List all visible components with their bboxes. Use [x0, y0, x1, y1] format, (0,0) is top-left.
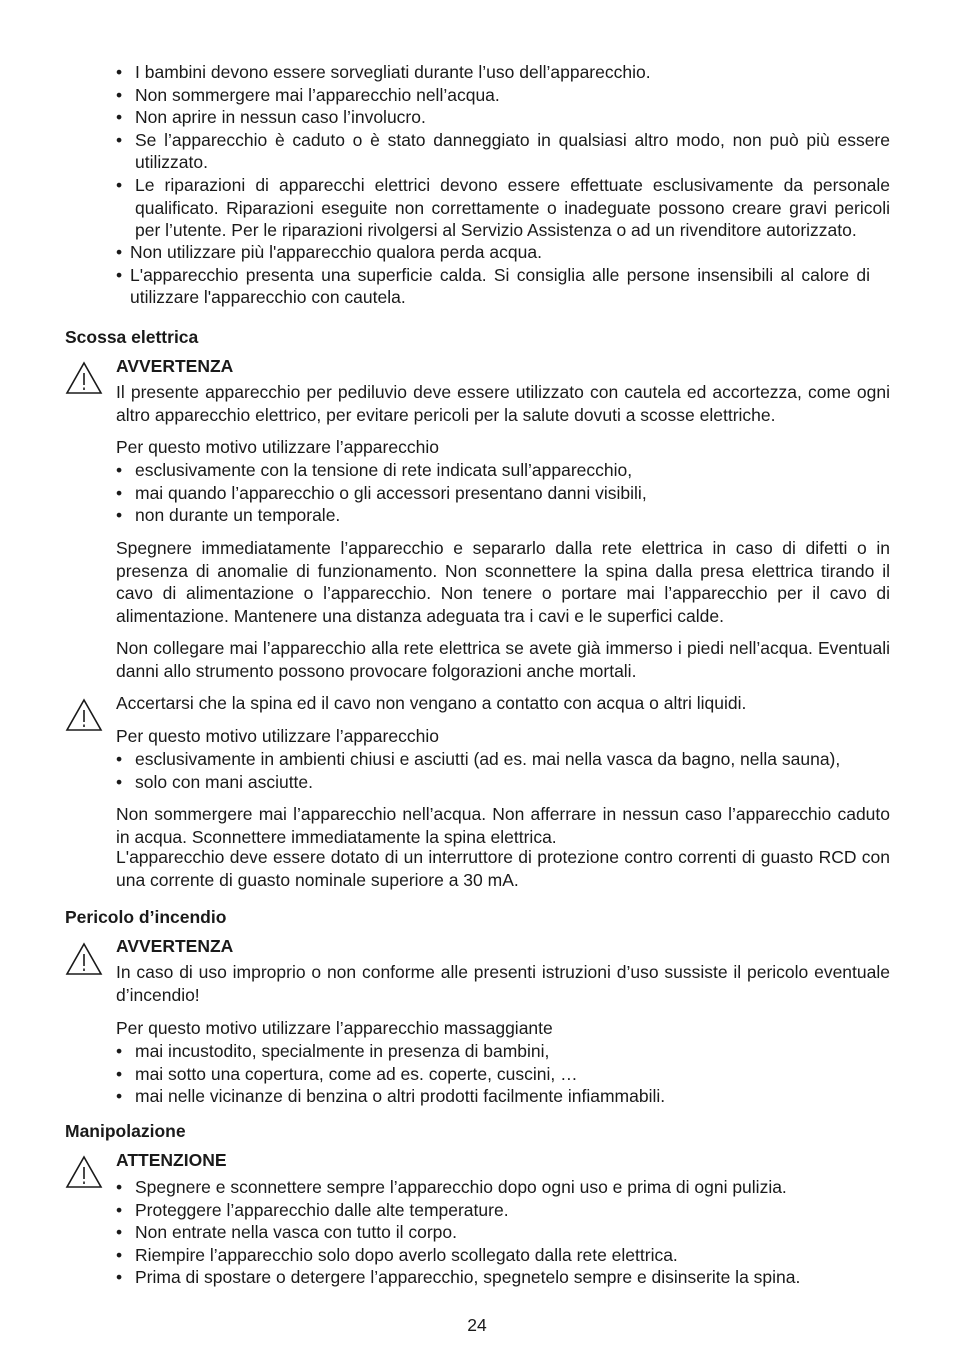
list-item: • esclusivamente in ambienti chiusi e asciutti (ad es. mai nella vasca da bagno, nella sauna),	[116, 749, 841, 769]
list-item: • mai quando l’apparecchio o gli accessori presentano danni visibili,	[116, 482, 647, 503]
safety-list-extra	[116, 241, 890, 309]
list-item: • Non utilizzare più l'apparecchio qualora perda acqua.	[116, 242, 542, 262]
list-item: • Prima di spostare o detergere l’apparecchio, spegnetelo sempre e disinserite la spina.	[116, 1267, 801, 1288]
list-item: • mai sotto una copertura, come ad es. coperte, cuscini, …	[116, 1063, 578, 1084]
shock-paragraph-2: Non collegare mai l’apparecchio alla rete elettrica se avete già immerso i piedi nell’acqua. Eventuali danni allo strumento possono provocare folgorazioni anche mortali.	[116, 638, 890, 681]
list-item: • I bambini devono essere sorvegliati durante l’uso dell’apparecchio.	[116, 62, 651, 82]
list-item: • solo con mani asciutte.	[116, 771, 314, 792]
warning-label-fire: AVVERTENZA	[116, 936, 234, 956]
warning-triangle-icon	[65, 361, 103, 395]
attention-label-handling: ATTENZIONE	[116, 1150, 227, 1170]
list-item: • mai nelle vicinanze di benzina o altri prodotti facilmente infiammabili.	[116, 1086, 666, 1107]
list-item: • Non entrate nella vasca con tutto il corpo.	[116, 1222, 457, 1243]
section-heading-shock: Scossa elettrica	[65, 327, 199, 347]
warning-triangle-icon	[65, 698, 103, 732]
section-heading-handling: Manipolazione	[65, 1121, 186, 1141]
warning-triangle-icon	[65, 942, 103, 976]
shock-paragraph-3: Non sommergere mai l’apparecchio nell’acqua. Non afferrare in nessun caso l’apparecchio caduto in acqua. Sconnettere immediatamente la spina elettrica.	[116, 804, 890, 847]
list-item: • Spegnere e sconnettere sempre l’apparecchio dopo ogni uso e prima di ogni pulizia.	[116, 1177, 787, 1197]
shock-warning-2: Accertarsi che la spina ed il cavo non vengano a contatto con acqua o altri liquidi.	[116, 693, 747, 713]
section-heading-fire: Pericolo d’incendio	[65, 907, 227, 927]
list-item: • L'apparecchio presenta una superficie calda. Si consiglia alle persone insensibili al calore di utilizzare l'apparecchio con cautela.	[116, 264, 870, 308]
safety-list	[116, 61, 890, 242]
list-item: • Riempire l’apparecchio solo dopo averlo scollegato dalla rete elettrica.	[116, 1244, 678, 1265]
list-item: • Se l’apparecchio è caduto o è stato danneggiato in qualsiasi altro modo, non può più essere utilizzato.	[116, 129, 890, 173]
list-item: • esclusivamente con la tensione di rete indicata sull’apparecchio,	[116, 460, 633, 480]
handling-list	[116, 1176, 890, 1289]
page-number: 24	[467, 1315, 487, 1335]
warning-label-shock: AVVERTENZA	[116, 356, 234, 376]
list-item: • Proteggere l’apparecchio dalle alte temperature.	[116, 1199, 509, 1220]
shock-use-list	[116, 459, 890, 527]
fire-use-lead: Per questo motivo utilizzare l’apparecchio massaggiante	[116, 1018, 553, 1038]
fire-intro: In caso di uso improprio o non conforme alle presenti istruzioni d’uso sussiste il pericolo eventuale d’incendio!	[116, 962, 890, 1005]
shock-use-lead-2: Per questo motivo utilizzare l’apparecchio	[116, 726, 439, 746]
shock-intro: Il presente apparecchio per pediluvio deve essere utilizzato con cautela ed accortezza, come ogni altro apparecchio elettrico, per evitare pericoli per la salute dovuti a scosse elettriche.	[116, 382, 890, 425]
warning-triangle-icon	[65, 1155, 103, 1189]
shock-paragraph-4: L'apparecchio deve essere dotato di un interruttore di protezione contro correnti di guasto RCD con una corrente di guasto nominale superiore a 30 mA.	[116, 847, 890, 890]
fire-use-list	[116, 1040, 890, 1108]
list-item: • Non sommergere mai l’apparecchio nell’acqua.	[116, 84, 500, 105]
list-item: • mai incustodito, specialmente in presenza di bambini,	[116, 1041, 550, 1061]
list-item: • non durante un temporale.	[116, 505, 341, 526]
list-item: • Non aprire in nessun caso l’involucro.	[116, 107, 426, 128]
shock-use-list-2	[116, 748, 890, 793]
list-item: • Le riparazioni di apparecchi elettrici devono essere effettuate esclusivamente da personale qualificato. Riparazioni eseguite non correttamente o inadeguate possono creare gravi pericoli per l’utente. Per le riparazioni rivolgersi al Servizio Assistenza o ad un rivenditore autorizzato.	[116, 174, 890, 241]
shock-paragraph-1: Spegnere immediatamente l’apparecchio e separarlo dalla rete elettrica in caso di difetti o in presenza di anomalie di funzionamento. Non sconnettere la spina dalla presa elettrica tirando il cavo di alimentazione o l’apparecchio. Non tenere o portare mai l’apparecchio per il cavo di alimentazione. Mantenere una distanza adeguata tra i cavi e le superfici calde.	[116, 538, 890, 626]
shock-use-lead: Per questo motivo utilizzare l’apparecchio	[116, 437, 439, 457]
